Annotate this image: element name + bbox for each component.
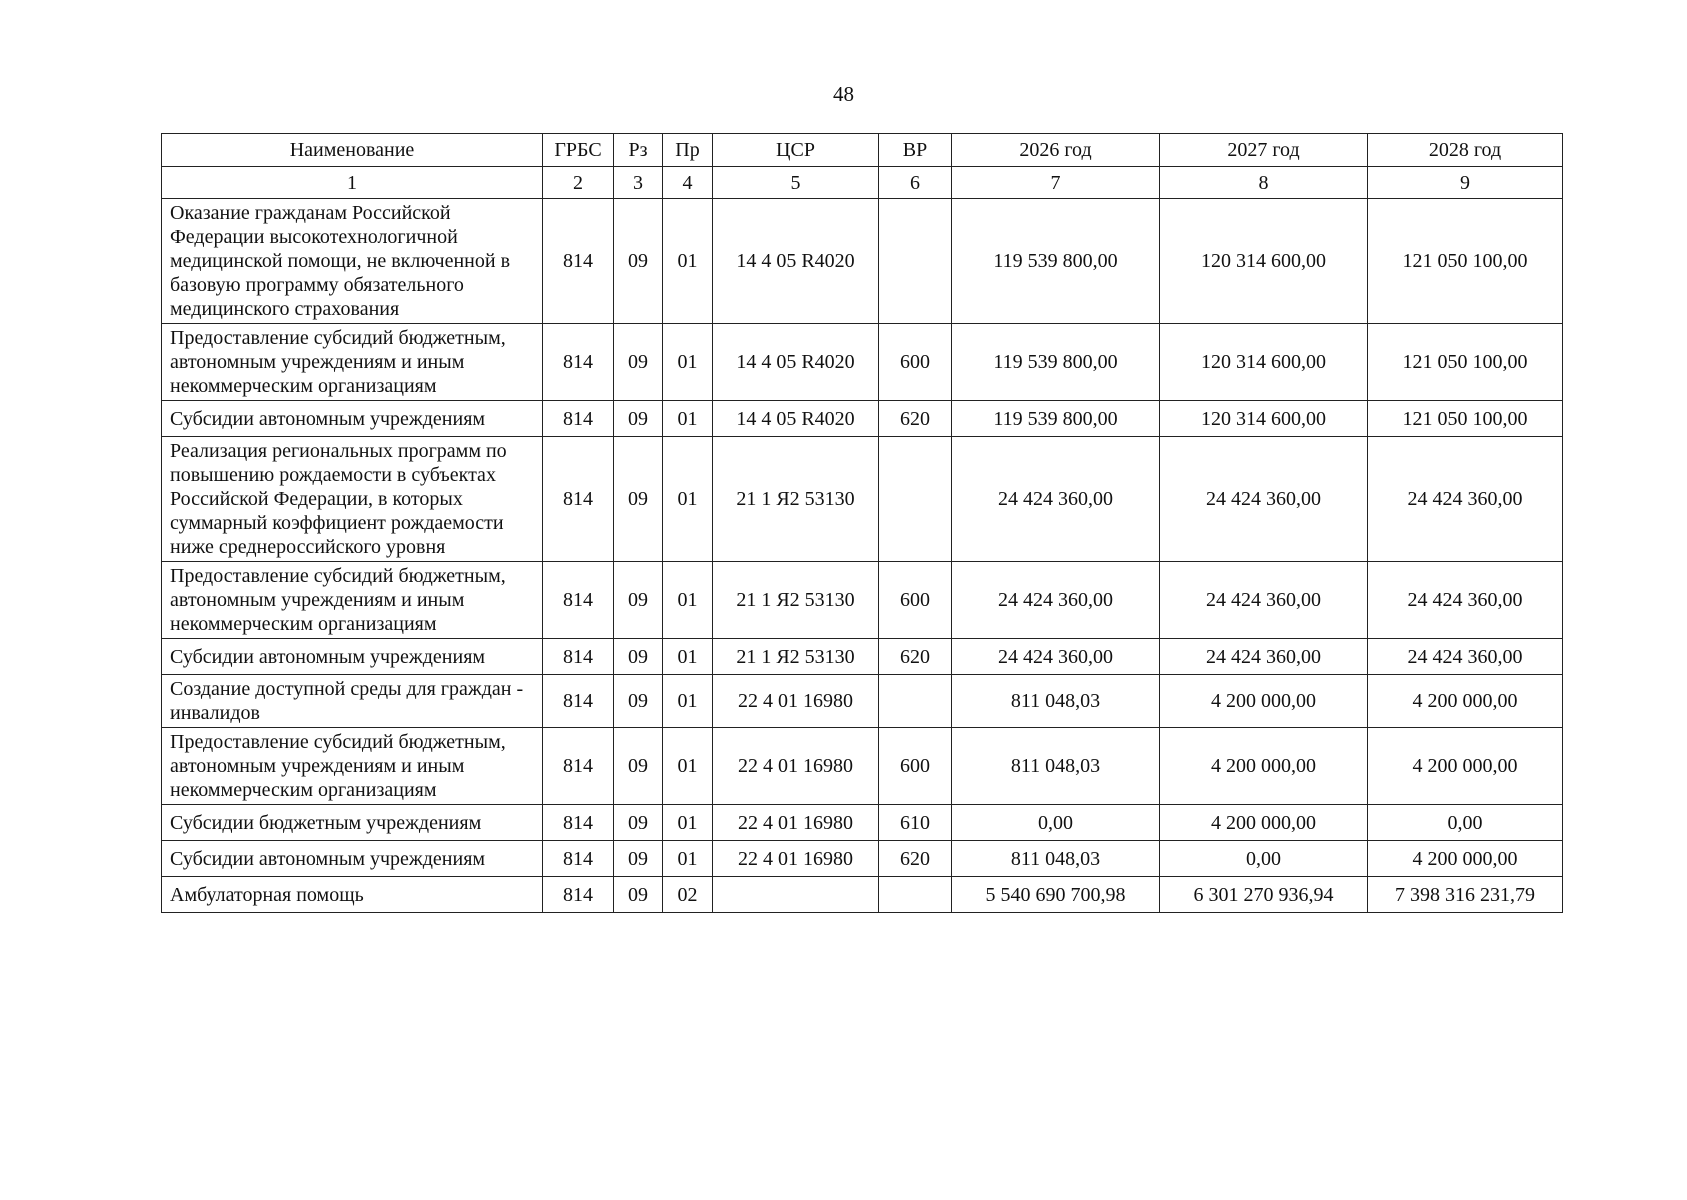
header-csr: ЦСР [713, 134, 879, 167]
header-row [162, 134, 1563, 167]
cell-2027: 4 200 000,00 [1160, 675, 1368, 728]
cell-vr [879, 437, 952, 562]
cell-2027: 120 314 600,00 [1160, 401, 1368, 437]
cell-2028: 24 424 360,00 [1368, 437, 1563, 562]
column-number: 4 [663, 167, 713, 199]
cell-2027: 24 424 360,00 [1160, 639, 1368, 675]
cell-rz: 09 [614, 401, 663, 437]
cell-2027: 0,00 [1160, 841, 1368, 877]
page-number: 48 [833, 82, 854, 106]
cell-rz: 09 [614, 805, 663, 841]
header-pr: Пр [663, 134, 713, 167]
cell-vr: 620 [879, 841, 952, 877]
cell-2026: 811 048,03 [952, 675, 1160, 728]
cell-pr: 02 [663, 877, 713, 913]
cell-csr: 21 1 Я2 53130 [713, 639, 879, 675]
cell-grbs: 814 [543, 877, 614, 913]
table-row [162, 437, 1563, 562]
column-number: 6 [879, 167, 952, 199]
cell-rz: 09 [614, 728, 663, 805]
table-row [162, 324, 1563, 401]
table-row [162, 675, 1563, 728]
cell-name: Предоставление субсидий бюджетным, автономным учреждениям и иным некоммерческим организациям [162, 562, 543, 639]
cell-vr: 620 [879, 639, 952, 675]
cell-pr: 01 [663, 324, 713, 401]
cell-name: Предоставление субсидий бюджетным, автономным учреждениям и иным некоммерческим организациям [162, 728, 543, 805]
column-number: 8 [1160, 167, 1368, 199]
table-row [162, 841, 1563, 877]
cell-grbs: 814 [543, 199, 614, 324]
table-row [162, 805, 1563, 841]
cell-name: Субсидии автономным учреждениям [162, 639, 543, 675]
cell-csr: 14 4 05 R4020 [713, 324, 879, 401]
cell-grbs: 814 [543, 401, 614, 437]
column-number: 9 [1368, 167, 1563, 199]
table-row [162, 877, 1563, 913]
table-row [162, 562, 1563, 639]
cell-pr: 01 [663, 639, 713, 675]
cell-pr: 01 [663, 805, 713, 841]
cell-2027: 6 301 270 936,94 [1160, 877, 1368, 913]
cell-vr: 620 [879, 401, 952, 437]
cell-2028: 0,00 [1368, 805, 1563, 841]
cell-2027: 24 424 360,00 [1160, 562, 1368, 639]
cell-vr: 610 [879, 805, 952, 841]
cell-rz: 09 [614, 675, 663, 728]
cell-2028: 4 200 000,00 [1368, 841, 1563, 877]
cell-rz: 09 [614, 639, 663, 675]
cell-pr: 01 [663, 675, 713, 728]
cell-csr: 21 1 Я2 53130 [713, 562, 879, 639]
table-row [162, 728, 1563, 805]
cell-grbs: 814 [543, 805, 614, 841]
cell-pr: 01 [663, 562, 713, 639]
cell-name: Оказание гражданам Российской Федерации высокотехнологичной медицинской помощи, не включенной в базовую программу обязательного медицинского страхования [162, 199, 543, 324]
table-row [162, 639, 1563, 675]
column-number: 1 [162, 167, 543, 199]
cell-2028: 121 050 100,00 [1368, 199, 1563, 324]
cell-2026: 24 424 360,00 [952, 437, 1160, 562]
cell-pr: 01 [663, 841, 713, 877]
cell-2028: 7 398 316 231,79 [1368, 877, 1563, 913]
cell-grbs: 814 [543, 437, 614, 562]
column-number: 7 [952, 167, 1160, 199]
cell-2027: 24 424 360,00 [1160, 437, 1368, 562]
header-rz: Рз [614, 134, 663, 167]
cell-csr: 14 4 05 R4020 [713, 199, 879, 324]
cell-name: Создание доступной среды для граждан - инвалидов [162, 675, 543, 728]
cell-vr: 600 [879, 562, 952, 639]
cell-vr [879, 877, 952, 913]
cell-2027: 120 314 600,00 [1160, 199, 1368, 324]
cell-2026: 811 048,03 [952, 728, 1160, 805]
cell-2028: 121 050 100,00 [1368, 324, 1563, 401]
cell-rz: 09 [614, 841, 663, 877]
cell-vr: 600 [879, 728, 952, 805]
cell-rz: 09 [614, 324, 663, 401]
cell-2027: 120 314 600,00 [1160, 324, 1368, 401]
cell-grbs: 814 [543, 841, 614, 877]
cell-vr: 600 [879, 324, 952, 401]
cell-csr: 22 4 01 16980 [713, 805, 879, 841]
cell-csr: 22 4 01 16980 [713, 675, 879, 728]
cell-name: Амбулаторная помощь [162, 877, 543, 913]
column-number: 3 [614, 167, 663, 199]
cell-name: Субсидии автономным учреждениям [162, 841, 543, 877]
cell-csr: 22 4 01 16980 [713, 841, 879, 877]
header-grbs: ГРБС [543, 134, 614, 167]
cell-vr [879, 199, 952, 324]
cell-name: Предоставление субсидий бюджетным, автономным учреждениям и иным некоммерческим организациям [162, 324, 543, 401]
cell-2026: 119 539 800,00 [952, 401, 1160, 437]
table-row [162, 199, 1563, 324]
cell-grbs: 814 [543, 675, 614, 728]
cell-csr: 22 4 01 16980 [713, 728, 879, 805]
cell-2027: 4 200 000,00 [1160, 805, 1368, 841]
header-vr: ВР [879, 134, 952, 167]
cell-2026: 811 048,03 [952, 841, 1160, 877]
cell-2026: 119 539 800,00 [952, 199, 1160, 324]
cell-pr: 01 [663, 199, 713, 324]
header-2028: 2028 год [1368, 134, 1563, 167]
column-number-row [162, 167, 1563, 199]
cell-2028: 24 424 360,00 [1368, 562, 1563, 639]
header-name: Наименование [162, 134, 543, 167]
budget-table [161, 133, 1563, 913]
cell-2027: 4 200 000,00 [1160, 728, 1368, 805]
cell-2028: 4 200 000,00 [1368, 675, 1563, 728]
cell-name: Субсидии бюджетным учреждениям [162, 805, 543, 841]
cell-grbs: 814 [543, 639, 614, 675]
table-row [162, 401, 1563, 437]
cell-grbs: 814 [543, 728, 614, 805]
cell-vr [879, 675, 952, 728]
cell-name: Реализация региональных программ по повышению рождаемости в субъектах Российской Федерации, в которых суммарный коэффициент рождаемости ниже среднероссийского уровня [162, 437, 543, 562]
cell-2028: 4 200 000,00 [1368, 728, 1563, 805]
cell-csr: 14 4 05 R4020 [713, 401, 879, 437]
cell-csr: 21 1 Я2 53130 [713, 437, 879, 562]
cell-2026: 24 424 360,00 [952, 562, 1160, 639]
header-2027: 2027 год [1160, 134, 1368, 167]
cell-2026: 5 540 690 700,98 [952, 877, 1160, 913]
cell-grbs: 814 [543, 324, 614, 401]
cell-rz: 09 [614, 562, 663, 639]
cell-csr [713, 877, 879, 913]
header-2026: 2026 год [952, 134, 1160, 167]
column-number: 5 [713, 167, 879, 199]
cell-grbs: 814 [543, 562, 614, 639]
cell-2028: 24 424 360,00 [1368, 639, 1563, 675]
cell-rz: 09 [614, 199, 663, 324]
cell-rz: 09 [614, 877, 663, 913]
cell-name: Субсидии автономным учреждениям [162, 401, 543, 437]
cell-2028: 121 050 100,00 [1368, 401, 1563, 437]
cell-2026: 24 424 360,00 [952, 639, 1160, 675]
column-number: 2 [543, 167, 614, 199]
cell-2026: 119 539 800,00 [952, 324, 1160, 401]
cell-2026: 0,00 [952, 805, 1160, 841]
cell-pr: 01 [663, 437, 713, 562]
cell-pr: 01 [663, 401, 713, 437]
cell-rz: 09 [614, 437, 663, 562]
cell-pr: 01 [663, 728, 713, 805]
